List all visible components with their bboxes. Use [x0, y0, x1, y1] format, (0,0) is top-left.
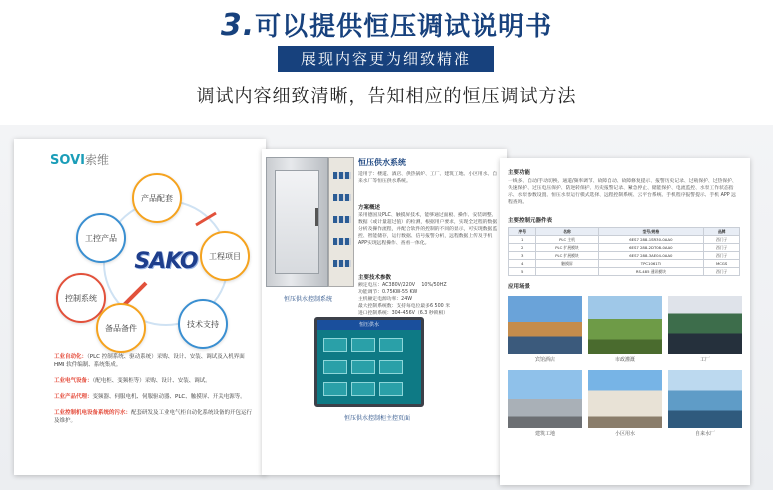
service-text: 变频器、伺服电机、伺服驱动器、PLC、触摸屏、开关电源等。 [92, 394, 246, 400]
table-cell: MCGS [704, 260, 740, 268]
service-item [54, 377, 254, 385]
table-header-cell: 型号/规格 [598, 228, 704, 236]
component-row [333, 172, 351, 179]
logo-text: SOVI [50, 153, 85, 168]
service-label: 工业自动化： [54, 354, 88, 360]
scene-caption: 市政灌溉 [614, 357, 635, 363]
table-cell: 西门子 [704, 268, 740, 276]
spec-line: 功能调节：0.75KW-55 KW [358, 290, 418, 295]
service-item [54, 393, 254, 401]
control-cabinet-image [266, 157, 328, 287]
node-tech-support: 技术支持 [178, 299, 228, 349]
service-text: （配电柜、变频柜等）采购、设计、安装、调试。 [92, 378, 211, 384]
components-table [508, 227, 740, 276]
table-cell: 触摸屏 [536, 260, 598, 268]
table-row [509, 268, 740, 276]
service-hub-diagram [65, 173, 246, 343]
scene-caption: 小区用水 [614, 431, 635, 437]
hmi-title-bar [317, 320, 421, 330]
hmi-pump-cell [323, 360, 347, 374]
table-cell: 3 [509, 252, 536, 260]
hmi-screen-image [314, 317, 424, 407]
table-cell: 6ES7 288-1SR30-0AA0 [598, 236, 704, 244]
component-row [333, 216, 351, 223]
table-cell: 4 [509, 260, 536, 268]
node-control-systems: 控制系统 [56, 273, 106, 323]
component-row [333, 194, 351, 201]
hmi-pump-cell [351, 382, 375, 396]
spec-line: 主机额定电源功率：24W [358, 297, 413, 302]
system-intro: 适用于：楼道、酒店、供热锅炉、工厂、建筑工地、小区用水、自来水厂等恒压供水系统。 [358, 172, 498, 184]
title-text: 可以提供恒压调试说明书 [255, 12, 553, 42]
table-cell: TPC1061Ti [598, 260, 704, 268]
service-text: 配套研发及工业电气柜自动化系统设备的开包运行及维护。 [54, 410, 253, 424]
hmi-caption: 恒压供水控制柜主控页面 [344, 415, 411, 422]
table-cell: 5 [509, 268, 536, 276]
node-engineering-projects: 工程项目 [200, 231, 250, 281]
hmi-title: 恒压供水 [358, 322, 379, 328]
company-logo [50, 151, 109, 168]
brochure-page-functions [500, 158, 750, 485]
service-label: 工业电气设备： [54, 378, 93, 384]
table-cell: 1 [509, 236, 536, 244]
center-brand-logo: SAKO [134, 249, 198, 274]
table-cell: PLC 主机 [536, 236, 598, 244]
section-functions-heading: 主要功能 [508, 170, 531, 176]
scene-photo-irrigation [588, 296, 662, 354]
table-cell: RS-485 通讯模块 [598, 268, 704, 276]
table-row [509, 236, 740, 244]
spec-line: 最大控制系统数：支持每电位最多6 500 米 [358, 304, 451, 309]
cabinet-interior-image [328, 157, 354, 287]
table-header-cell: 序号 [509, 228, 536, 236]
spec-line: 进口控制系统：304-456V（6.3 秒锁相） [358, 311, 449, 316]
table-cell: 6ES7 288-3AE04-0AA0 [598, 252, 704, 260]
logo-cn: 索维 [84, 153, 109, 167]
scene-caption: 建筑工地 [534, 431, 555, 437]
scene-photo-factory [668, 296, 742, 354]
cabinet-door [275, 170, 319, 274]
system-title: 恒压供水系统 [358, 158, 406, 167]
service-label: 工业产品代理： [54, 394, 93, 400]
table-row [509, 244, 740, 252]
component-row [333, 260, 351, 267]
section-scenes-heading: 应用场景 [508, 284, 531, 290]
title-number: 3. [220, 8, 256, 43]
scene-photo-construction [508, 370, 582, 428]
cabinet-handle [315, 208, 318, 226]
main-title [0, 6, 773, 43]
cabinet-caption: 恒压供水控制系统 [284, 296, 333, 303]
scene-photo-waterworks [668, 370, 742, 428]
section-specs-heading: 主要技术参数 [358, 275, 392, 281]
table-header-cell: 品牌 [704, 228, 740, 236]
scene-photo-hotel [508, 296, 582, 354]
section-overview-text: 采用德国及PLC、触摸屏技术，能够通过面板、操作、安装调整、数据（或计量超过值）的检测，根据用户要求，实现全过程的数据分析及操作流程，并配合软件的控制的不同的显示，可实现数据监控、智能储存，运行数据、信号报警分析，远程数据上传及手机APP实现远程操作、查看一体化。 [358, 213, 498, 246]
subtitle: 调试内容细致清晰，告知相应的恒压调试方法 [196, 86, 577, 107]
component-row [333, 238, 351, 245]
table-cell: PLC 扩展模块 [536, 252, 598, 260]
hmi-pump-cell [379, 360, 403, 374]
table-cell: 2 [509, 244, 536, 252]
node-spare-parts: 备品备件 [96, 303, 146, 353]
table-cell: 西门子 [704, 236, 740, 244]
service-label: 工业控制机电设备系统的污水： [54, 410, 132, 416]
table-header-cell: 名称 [536, 228, 598, 236]
scene-caption: 宾馆酒店 [534, 357, 555, 363]
table-row [509, 252, 740, 260]
scene-caption: 自来水厂 [694, 431, 715, 437]
document-showcase [0, 125, 773, 490]
hmi-pump-cell [351, 338, 375, 352]
table-cell: 6ES7 288-2DT08-0AA0 [598, 244, 704, 252]
service-text: （PLC 控制系统、驱动系统）采购、设计、安装、调试及入机界面 HMI 软件编制、系统集成。 [54, 354, 245, 368]
hmi-pump-cell [379, 382, 403, 396]
hmi-pump-cell [323, 382, 347, 396]
hmi-pump-cell [323, 338, 347, 352]
service-item [54, 409, 254, 425]
table-cell: 西门子 [704, 252, 740, 260]
service-list [54, 353, 254, 433]
table-header-row [509, 228, 740, 236]
scene-photo-residential [588, 370, 662, 428]
table-cell [536, 268, 598, 276]
service-item [54, 353, 254, 369]
table-row [509, 260, 740, 268]
highlight-banner: 展现内容更为细致精准 [278, 46, 494, 72]
spec-line: 额定电压：AC380V/220V 10%/50HZ [358, 283, 447, 288]
table-cell: PLC 扩展模块 [536, 244, 598, 252]
node-product-match: 产品配套 [132, 173, 182, 223]
brochure-page-system [262, 149, 507, 475]
hmi-pump-cell [379, 338, 403, 352]
scene-caption: 工厂 [699, 357, 710, 363]
section-components-heading: 主要控制元器件表 [508, 218, 553, 224]
node-industrial-products: 工控产品 [76, 213, 126, 263]
table-cell: 西门子 [704, 244, 740, 252]
section-overview-heading: 方案概述 [358, 205, 381, 211]
brochure-page-company [14, 139, 266, 475]
functions-text: 一线多、自动/手动切换、通道/频率调节、故障自动、故障修复提示、报警历史记录、过载保护、过热保护、失速保护、过压电压保护、防逆转保护、历史报警记录、紧急停止、储能保护、电流监控、水泵工作状态指示、水泵参数设置、恒压水泵运行模式选择、远程控制系统、云平台系统、手机程序报警提示、手机 APP 远程查询。 [508, 179, 737, 205]
page-header [0, 0, 773, 125]
hmi-pump-cell [351, 360, 375, 374]
